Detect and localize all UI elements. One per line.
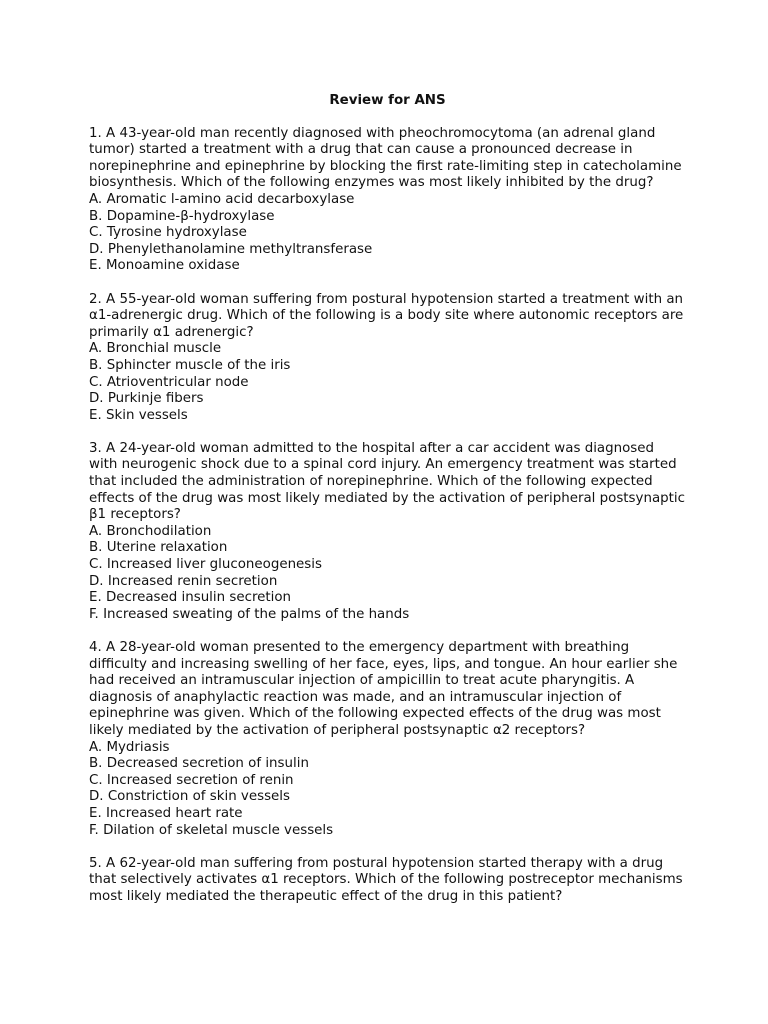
answer-option: C. Tyrosine hydroxylase (89, 225, 247, 241)
answer-option: D. Phenylethanolamine methyltransferase (89, 241, 373, 257)
question-5 (89, 856, 686, 906)
question-4 (89, 640, 686, 839)
answer-option: B. Decreased secretion of insulin (89, 756, 309, 772)
question-stem: 4. A 28-year-old woman presented to the emergency department with breathing difficulty and increasing swelling of her face, eyes, lips, and tongue. An hour earlier she had received an intramuscular injection of ampicillin to treat acute pharyngitis. A diagnosis of anaphylactic reaction was made, and an intramuscular injection of epinephrine was given. Which of the following expected effects of the drug was most likely mediated by the activation of peripheral postsynaptic α2 receptors? (89, 640, 678, 738)
answer-option: B. Dopamine-β-hydroxylase (89, 208, 275, 224)
answer-option: A. Bronchial muscle (89, 341, 222, 357)
question-stem: 3. A 24-year-old woman admitted to the hospital after a car accident was diagnosed with neurogenic shock due to a spinal cord injury. An emergency treatment was started that included the administration of norepinephrine. Which of the following expected effects of the drug was most likely mediated by the activation of peripheral postsynaptic β1 receptors? (89, 440, 685, 523)
answer-option: C. Atrioventricular node (89, 374, 249, 390)
answer-option: B. Uterine relaxation (89, 540, 228, 556)
question-3 (89, 441, 686, 624)
answer-option: A. Aromatic l-amino acid decarboxylase (89, 191, 355, 207)
answer-option: E. Increased heart rate (89, 805, 243, 821)
answer-option: E. Monoamine oxidase (89, 258, 240, 274)
answer-option: E. Skin vessels (89, 407, 188, 423)
answer-option: C. Increased liver gluconeogenesis (89, 557, 322, 573)
answer-option: A. Mydriasis (89, 739, 170, 755)
question-stem: 2. A 55-year-old woman suffering from postural hypotension started a treatment with an α1-adrenergic drug. Which of the following is a body site where autonomic receptors are primarily α1 adrenergic? (89, 291, 684, 340)
answer-option: B. Sphincter muscle of the iris (89, 357, 291, 373)
answer-option: D. Constriction of skin vessels (89, 789, 290, 805)
answer-option: D. Increased renin secretion (89, 573, 278, 589)
answer-option: F. Increased sweating of the palms of the hands (89, 606, 410, 622)
answer-option: A. Bronchodilation (89, 523, 212, 539)
question-stem: 1. A 43-year-old man recently diagnosed with pheochromocytoma (an adrenal gland tumor) started a treatment with a drug that can cause a pronounced decrease in norepinephrine and epinephrine by blocking the first rate-limiting step in catecholamine biosynthesis. Which of the following enzymes was most likely inhibited by the drug? (89, 125, 682, 191)
answer-option: D. Purkinje fibers (89, 391, 204, 407)
answer-option: C. Increased secretion of renin (89, 772, 294, 788)
question-1 (89, 126, 686, 275)
document-title: Review for ANS (329, 93, 446, 108)
answer-option: F. Dilation of skeletal muscle vessels (89, 822, 334, 838)
question-2 (89, 292, 686, 425)
question-stem: 5. A 62-year-old man suffering from postural hypotension started therapy with a drug that selectively activates α1 receptors. Which of the following postreceptor mechanisms most likely mediated the therapeutic effect of the drug in this patient? (89, 855, 683, 904)
answer-option: E. Decreased insulin secretion (89, 590, 292, 606)
